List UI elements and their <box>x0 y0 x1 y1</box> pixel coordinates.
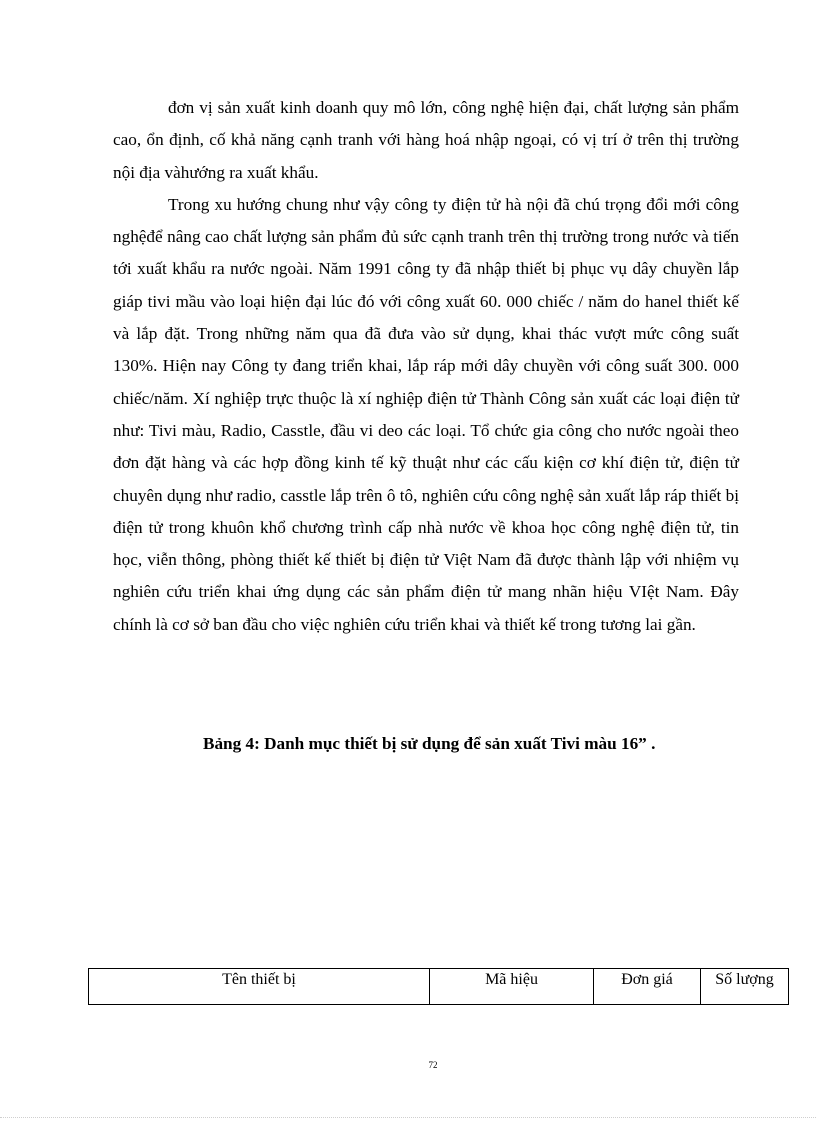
paragraph-2: Trong xu hướng chung như vậy công ty điện tử hà nội đã chú trọng đổi mới công nghệđể nâng cao chất lượng sản phẩm đủ sức cạnh tranh trên thị trường trong nước và tiến tới xuất khẩu ra nước ngoài. Năm 1991 công ty đã nhập thiết bị phục vụ dây chuyền lắp giáp tivi mầu vào loại hiện đại lúc đó với công xuất 60. 000 chiếc / năm do hanel thiết kế và lắp đặt. Trong những năm qua đã đưa vào sử dụng, khai thác vượt mức công suất 130%. Hiện nay Công ty đang triển khai, lắp ráp mới dây chuyền với công suất 300. 000 chiếc/năm. Xí nghiệp trực thuộc là xí nghiệp điện tử Thành Công sản xuất các loại điện tử như: Tivi màu, Radio, Casstle, đầu vi deo các loại. Tổ chức gia công cho nước ngoài theo đơn đặt hàng và các hợp đồng kinh tế kỹ thuật như các cấu kiện cơ khí điện tử, điện tử chuyên dụng như radio, casstle lắp trên ô tô, nghiên cứu công nghệ sản xuất lắp ráp thiết bị điện tử trong khuôn khổ chương trình cấp nhà nước về khoa học công nghệ điện tử, tin học, viễn thông, phòng thiết kế thiết bị điện tử Việt Nam đã được thành lập với nhiệm vụ nghiên cứu triển khai ứng dụng các sản phẩm điện tử mang nhãn hiệu VIệt Nam. Đây chính là cơ sở ban đầu cho việc nghiên cứu triển khai và thiết kế trong tương lai gần. <box>113 194 739 634</box>
table-caption: Bảng 4: Danh mục thiết bị sử dụng để sản xuất Tivi màu 16” . <box>203 734 656 753</box>
paragraph-1: đơn vị sản xuất kinh doanh quy mô lớn, công nghệ hiện đại, chất lượng sản phẩm cao, ổn định, cố khả năng cạnh tranh với hàng hoá nhập ngoại, có vị trí ở trên thị trường nội địa vàhướng ra xuất khẩu. <box>113 98 739 182</box>
page-number: 72 <box>428 1060 438 1070</box>
equipment-table <box>88 968 789 1005</box>
body-text <box>113 92 739 641</box>
table-header-row <box>89 969 789 1005</box>
header-so-luong: Số lượng <box>701 969 789 1005</box>
header-ma-hieu: Mã hiệu <box>430 969 594 1005</box>
header-don-gia: Đơn giá <box>594 969 701 1005</box>
header-ten-thiet-bi: Tên thiết bị <box>89 969 430 1005</box>
page-bottom-divider <box>0 1117 816 1118</box>
